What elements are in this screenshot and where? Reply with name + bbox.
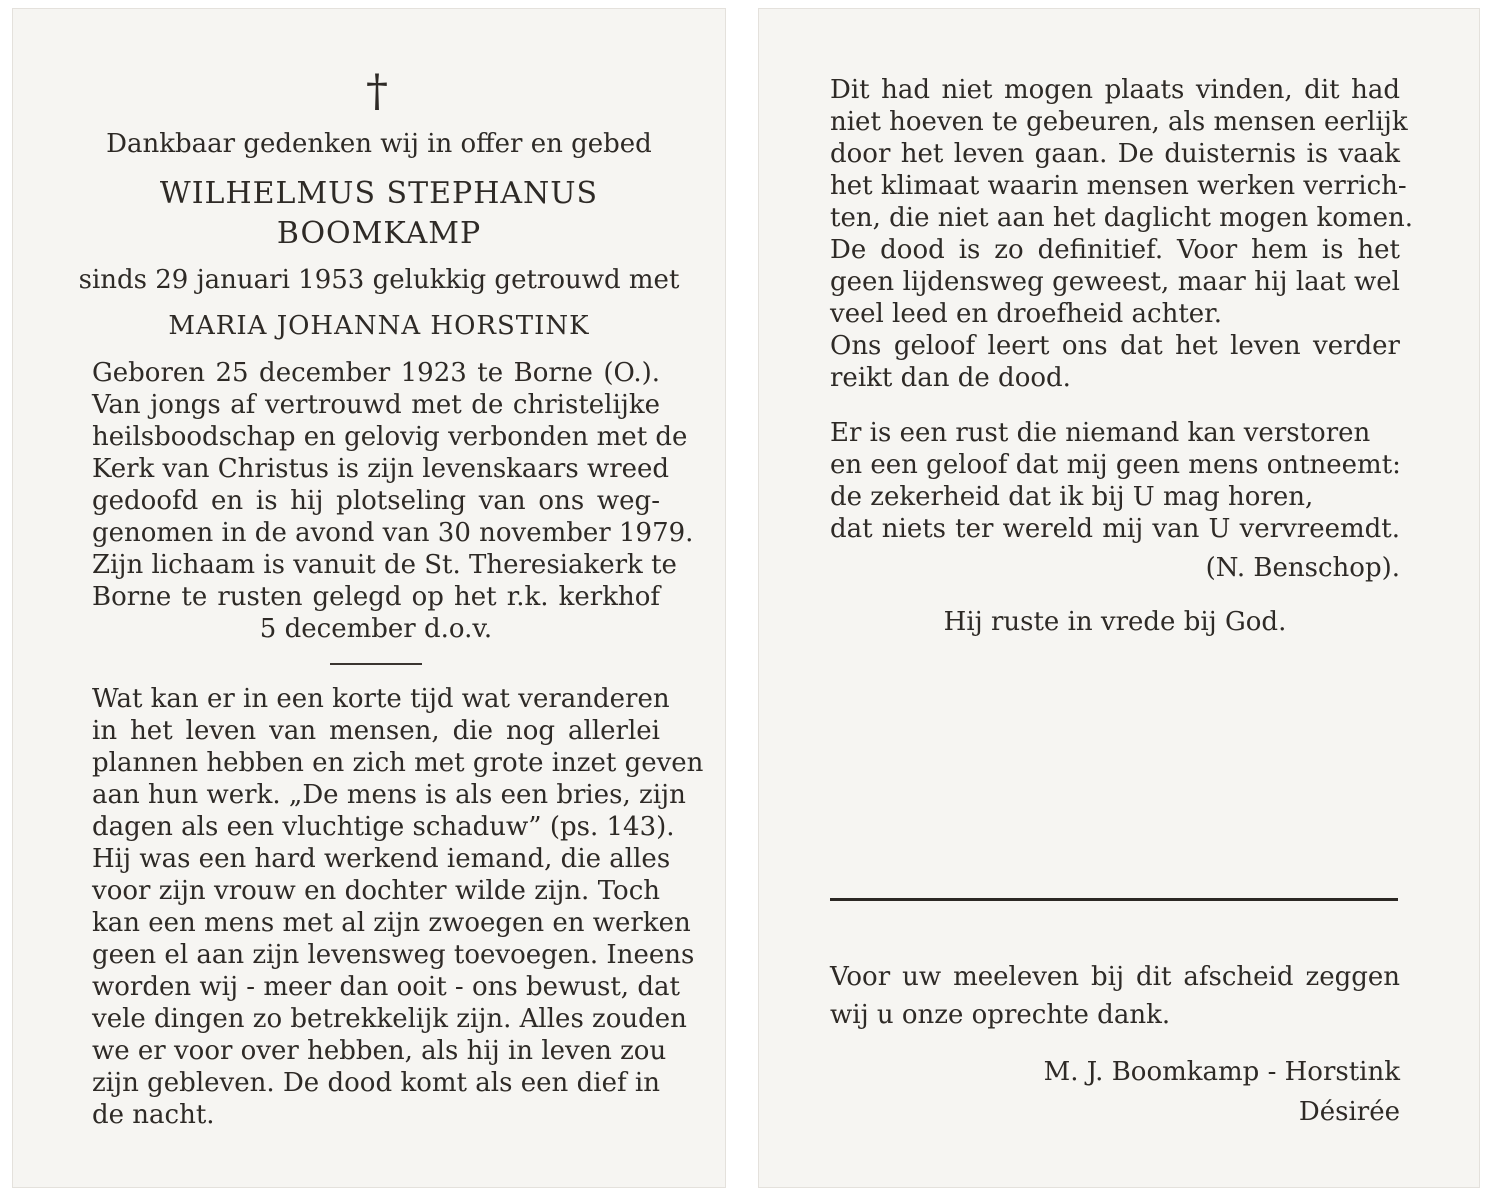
reflection-line: we er voor over hebben, als hij in leven zou [92,1036,667,1066]
prose-line: Ons geloof leert ons dat het leven verder [830,331,1400,361]
bio-line: heilsboodschap en gelovig verbonden met de [92,422,688,452]
reflection-line: vele dingen zo betrekkelijk zijn. Alles zouden [92,1004,687,1034]
prose-line: niet hoeven te gebeuren, als mensen eerlijk [830,107,1408,137]
bio-line: Van jongs af vertrouwd met de christelijke [92,390,660,420]
prose-line: ten, die niet aan het daglicht mogen komen. [830,203,1413,233]
thanks-line: wij u onze oprechte dank. [830,1000,1171,1030]
rest-in-peace-line: Hij ruste in vrede bij God. [943,607,1287,637]
deceased-name-line1: WILHELMUS STEPHANUS [159,176,599,211]
reflection-line: plannen hebben en zich met grote inzet geven [92,748,704,778]
reflection-line: geen el aan zijn levensweg toevoegen. Ineens [92,940,695,970]
thanks-line: Voor uw meeleven bij dit afscheid zeggen [830,962,1400,992]
bio-line: Kerk van Christus is zijn levenskaars wreed [92,454,670,484]
spouse-name: MARIA JOHANNA HORSTINK [168,311,590,341]
separator-rule [830,898,1398,901]
reflection-line: voor zijn vrouw en dochter wilde zijn. Toch [92,876,660,906]
poem-line: dat niets ter wereld mij van U vervreemdt. [830,514,1400,544]
reflection-line: dagen als een vluchtige schaduw” (ps. 143). [92,812,675,842]
reflection-line: zijn gebleven. De dood komt als een dief in [92,1068,660,1098]
poem-line: en een geloof dat mij geen mens ontneemt: [830,450,1401,480]
bio-line: Geboren 25 december 1923 te Borne (O.). [92,358,660,388]
intro-line: Dankbaar gedenken wij in offer en gebed [106,129,652,159]
reflection-line: aan hun werk. „De mens is als een bries, zijn [92,780,686,810]
reflection-line: worden wij - meer dan ooit - ons bewust, dat [92,972,680,1002]
prose-line: reikt dan de dood. [830,363,1071,393]
memorial-card-front [12,8,726,1188]
signature-name: M. J. Boomkamp - Horstink [1043,1057,1400,1087]
reflection-line: Wat kan er in een korte tijd wat veranderen [92,684,670,714]
prose-line: door het leven gaan. De duisternis is vaak [830,139,1400,169]
memorial-card-back [758,8,1480,1188]
section-divider [330,663,422,665]
bio-line: Zijn lichaam is vanuit de St. Theresiakerk te [92,550,677,580]
bio-line: gedoofd en is hij plotseling van ons weg- [92,486,660,516]
bio-line: genomen in de avond van 30 november 1979. [92,518,694,548]
reflection-line: Hij was een hard werkend iemand, die alles [92,844,671,874]
reflection-line: in het leven van mensen, die nog allerlei [92,716,660,746]
poem-line: de zekerheid dat ik bij U mag horen, [830,482,1314,512]
bio-line: Borne te rusten gelegd op het r.k. kerkhof [92,582,660,612]
prose-line: geen lijdensweg geweest, maar hij laat wel [830,267,1400,297]
prose-line: De dood is zo definitief. Voor hem is het [830,235,1400,265]
prose-line: Dit had niet mogen plaats vinden, dit had [830,75,1400,105]
deceased-name-line2: BOOMKAMP [276,216,482,251]
reflection-line: de nacht. [92,1100,215,1130]
bio-line: 5 december d.o.v. [259,614,493,644]
poem-author: (N. Benschop). [1205,553,1400,583]
signature-daughter: Désirée [1298,1097,1400,1127]
poem-line: Er is een rust die niemand kan verstoren [830,418,1371,448]
reflection-line: kan een mens met al zijn zwoegen en werken [92,908,691,938]
prose-line: het klimaat waarin mensen werken verrich- [830,171,1407,201]
cross-symbol: † [366,66,388,117]
prose-line: veel leed en droefheid achter. [830,299,1223,329]
married-since-line: sinds 29 januari 1953 gelukkig getrouwd met [78,265,680,295]
